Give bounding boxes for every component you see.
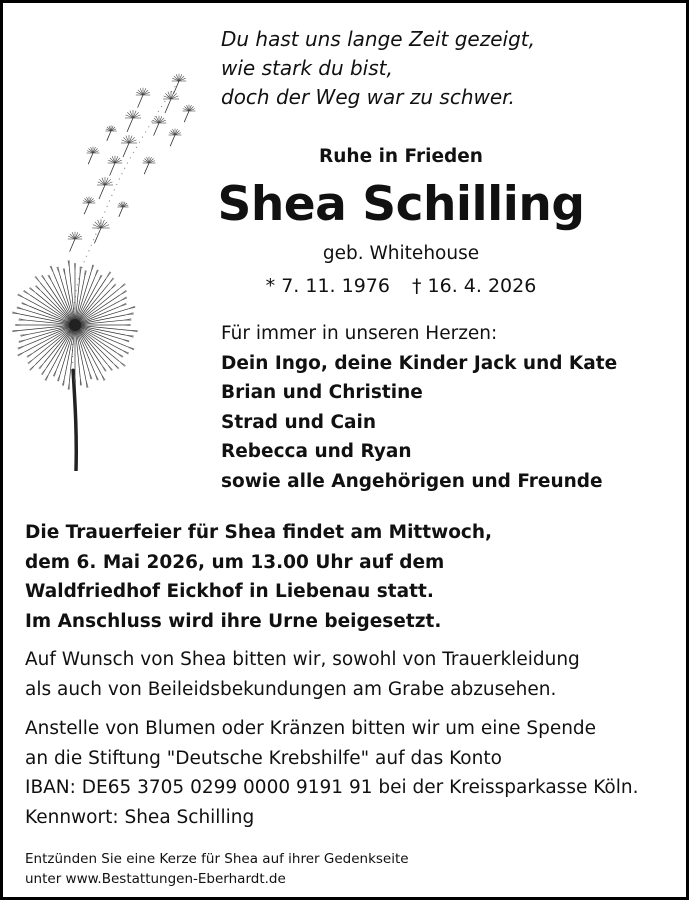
- mourner-line: sowie alle Angehörigen und Freunde: [221, 470, 603, 492]
- service-info: [25, 518, 492, 636]
- poem-line: wie stark du bist,: [221, 56, 393, 80]
- request-line: als auch von Beileidsbekundungen am Grabe abzusehen.: [25, 678, 557, 700]
- mourning-request: [25, 645, 580, 704]
- birth-date: * 7. 11. 1976: [265, 275, 390, 297]
- poem-line: doch der Weg war zu schwer.: [221, 85, 515, 109]
- service-line: Im Anschluss wird ihre Urne beigesetzt.: [25, 610, 442, 632]
- birth-name: geb. Whitehouse: [322, 243, 480, 264]
- donation-line: Anstelle von Blumen oder Kränzen bitten wir um eine Spende: [25, 718, 597, 739]
- deceased-name: Shea Schilling: [217, 177, 585, 232]
- footer-line: unter www.Bestattungen-Eberhardt.de: [25, 871, 286, 887]
- mourner-line: Rebecca und Ryan: [221, 441, 412, 462]
- donation-info: [25, 714, 639, 832]
- heading: Ruhe in Frieden: [319, 146, 483, 167]
- mourners-intro: Für immer in unseren Herzen:: [221, 323, 498, 344]
- mourners: [221, 319, 617, 496]
- service-line: Waldfriedhof Eickhof in Liebenau statt.: [25, 581, 434, 602]
- memorial-page-note: [25, 849, 409, 889]
- donation-line: IBAN: DE65 3705 0299 0000 9191 91 bei der Kreissparkasse Köln.: [25, 777, 639, 798]
- mourner-line: Strad und Cain: [221, 411, 377, 433]
- footer-line: Entzünden Sie eine Kerze für Shea auf ihrer Gedenkseite: [25, 851, 409, 867]
- request-line: Auf Wunsch von Shea bitten wir, sowohl von Trauerkleidung: [25, 649, 580, 670]
- donation-line: an die Stiftung "Deutsche Krebshilfe" auf das Konto: [25, 747, 502, 769]
- mourner-line: Dein Ingo, deine Kinder Jack und Kate: [221, 352, 618, 374]
- mourner-line: Brian und Christine: [221, 382, 423, 403]
- life-dates: [3, 275, 689, 297]
- donation-line: Kennwort: Shea Schilling: [25, 806, 255, 828]
- service-line: Die Trauerfeier für Shea findet am Mittwoch,: [25, 522, 493, 543]
- service-line: dem 6. Mai 2026, um 13.00 Uhr auf dem: [25, 551, 445, 573]
- death-date: † 16. 4. 2026: [412, 275, 537, 297]
- poem-line: Du hast uns lange Zeit gezeigt,: [221, 27, 535, 51]
- poem: [221, 25, 535, 112]
